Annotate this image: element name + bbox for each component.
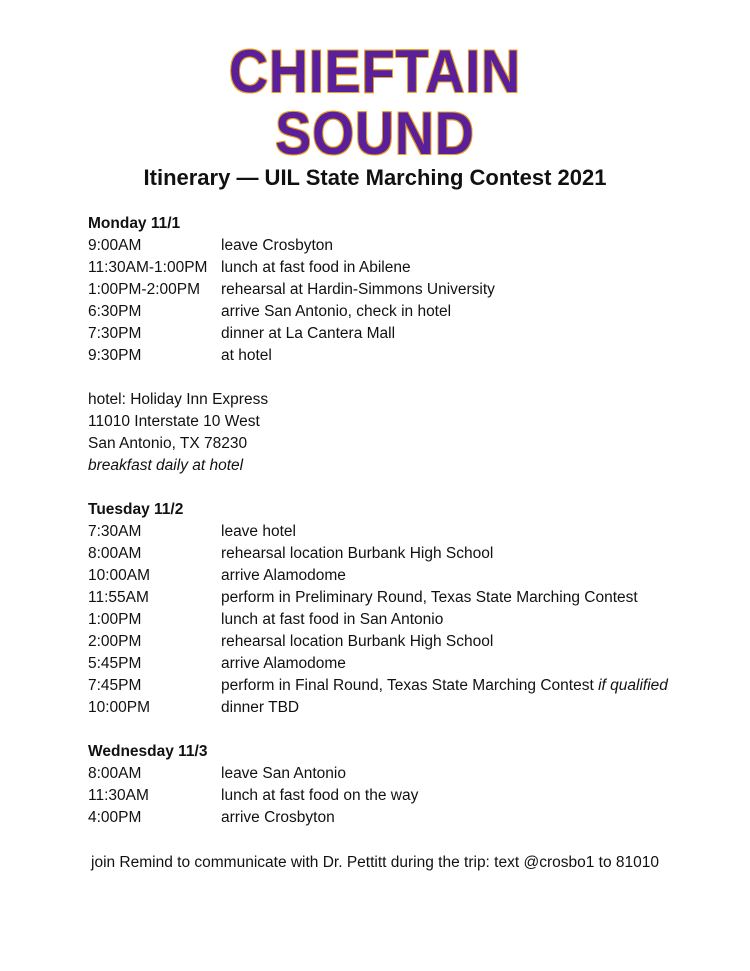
activity-text: perform in Final Round, Texas State Marching Contest (221, 677, 594, 694)
schedule-time: 9:30PM (88, 347, 142, 364)
schedule-row (88, 521, 728, 543)
schedule-time: 7:45PM (88, 677, 142, 694)
qualifier-note: if qualified (598, 677, 668, 694)
schedule-activity: at hotel (221, 347, 272, 364)
schedule-activity: arrive San Antonio, check in hotel (221, 303, 452, 320)
schedule-time: 11:30AM (88, 787, 149, 804)
schedule-time: 7:30PM (88, 325, 142, 342)
schedule-time: 8:00AM (88, 545, 142, 562)
schedule-row (88, 257, 728, 279)
logo-chieftain: CHIEFTAIN (228, 38, 522, 105)
schedule-time: 10:00AM (88, 567, 151, 584)
schedule-activity: leave San Antonio (221, 765, 346, 782)
schedule-activity: lunch at fast food in Abilene (221, 259, 411, 276)
schedule-time: 2:00PM (88, 633, 142, 650)
schedule-activity: leave hotel (221, 523, 296, 540)
schedule-time: 4:00PM (88, 809, 142, 826)
schedule-activity: rehearsal location Burbank High School (221, 545, 494, 562)
schedule-activity: arrive Alamodome (221, 655, 346, 672)
schedule-time: 11:30AM-1:00PM (88, 259, 208, 276)
schedule-row (88, 587, 728, 609)
hotel-note: breakfast daily at hotel (88, 457, 244, 474)
schedule-time: 6:30PM (88, 303, 142, 320)
itinerary (88, 213, 728, 829)
schedule-activity: arrive Alamodome (221, 567, 346, 584)
schedule-activity: perform in Preliminary Round, Texas State Marching Contest (221, 589, 638, 606)
schedule-row (88, 807, 728, 829)
schedule-activity: rehearsal location Burbank High School (221, 633, 494, 650)
schedule-row (88, 323, 728, 345)
schedule-time: 10:00PM (88, 699, 151, 716)
schedule-row (88, 565, 728, 587)
schedule-time: 11:55AM (88, 589, 149, 606)
schedule-row (88, 345, 728, 367)
day-heading-monday: Monday 11/1 (88, 215, 181, 232)
schedule-row (88, 235, 728, 257)
schedule-time: 7:30AM (88, 523, 142, 540)
schedule-row (88, 301, 728, 323)
schedule-time: 9:00AM (88, 237, 142, 254)
hotel-name: hotel: Holiday Inn Express (88, 391, 269, 408)
schedule-time: 5:45PM (88, 655, 142, 672)
schedule-row (88, 785, 728, 807)
logo-sound: SOUND (275, 100, 475, 167)
day-heading-wednesday: Wednesday 11/3 (88, 743, 208, 760)
schedule-row (88, 675, 728, 697)
schedule-activity: dinner at La Cantera Mall (221, 325, 396, 342)
schedule-row (88, 653, 728, 675)
schedule-activity: arrive Crosbyton (221, 809, 335, 826)
schedule-row (88, 631, 728, 653)
schedule-row (88, 697, 728, 719)
schedule-activity: dinner TBD (221, 699, 300, 716)
schedule-time: 1:00PM-2:00PM (88, 281, 200, 298)
schedule-time: 1:00PM (88, 611, 142, 628)
schedule-time: 8:00AM (88, 765, 142, 782)
schedule-activity: leave Crosbyton (221, 237, 334, 254)
schedule-activity: lunch at fast food on the way (221, 787, 419, 804)
schedule-activity: rehearsal at Hardin-Simmons University (221, 281, 495, 298)
schedule-row (88, 609, 728, 631)
hotel-city: San Antonio, TX 78230 (88, 435, 248, 452)
schedule-row (88, 543, 728, 565)
schedule-row (88, 763, 728, 785)
day-heading-tuesday: Tuesday 11/2 (88, 501, 184, 518)
schedule-activity (221, 675, 668, 697)
hotel-street: 11010 Interstate 10 West (88, 413, 260, 430)
schedule-activity: lunch at fast food in San Antonio (221, 611, 444, 628)
page-title: Itinerary — UIL State Marching Contest 2021 (143, 165, 607, 190)
schedule-row (88, 279, 728, 301)
footer-note: join Remind to communicate with Dr. Pettitt during the trip: text @crosbo1 to 81010 (91, 854, 659, 871)
